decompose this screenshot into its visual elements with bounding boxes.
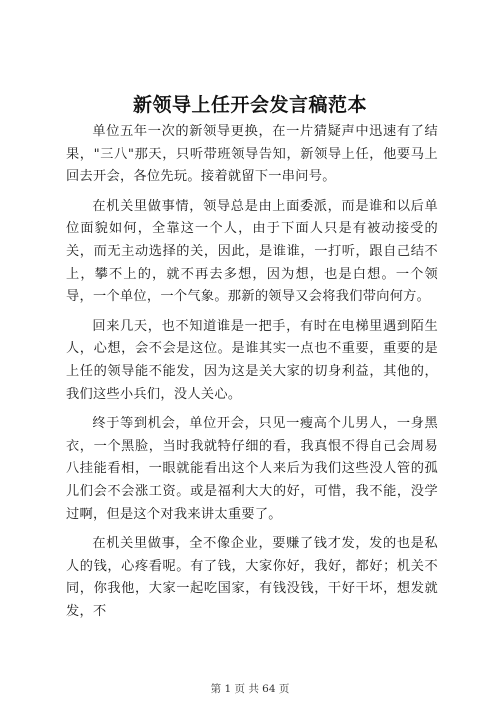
document-title: 新领导上任开会发言稿范本: [132, 94, 367, 116]
paragraph-4: 终于等到机会，单位开会，只见一瘦高个儿男人，一身黑衣，一个黑脸，当时我就特仔细的看，我真恨不得自己会周易八挂能看相，一眼就能看出这个人来后为我们这些没人管的孤儿们会不会涨工资。或是福利大大的好，可惜，我不能，没学过啊，但是这个对我来讲太重要了。: [66, 416, 438, 522]
paragraph-2: 在机关里做事情，领导总是由上面委派，而是谁和以后单位面貌如何，全靠这一个人，由于下面人只是有被动接受的关，而无主动选择的关，因此，是谁谁，一打听，跟自己结不上，攀不上的，就不再去多想，因为想，也是白想。一个领导，一个单位，一个气象。那新的领导又会将我们带向何方。: [66, 198, 438, 305]
document-body: [66, 121, 438, 630]
paragraph-1: 单位五年一次的新领导更换，在一片猜疑声中迅速有了结果，"三八"那天，只听带班领导告知，新领导上任，他要马上回去开会，各位先玩。接着就留下一串问号。: [66, 124, 438, 185]
paragraph-3: 回来几天，也不知道谁是一把手，有时在电梯里遇到陌生人，心想，会不会是这位。是谁其实一点也不重要，重要的是上任的领导能不能发，因为这是关大家的切身利益，其他的，我们这些小兵们，没人关心。: [66, 318, 438, 402]
page-number-footer: 第 1 页 共 64 页: [210, 683, 290, 695]
paragraph-5: 在机关里做事，全不像企业，要赚了钱才发，发的也是私人的钱，心疼看呢。有了钱，大家你好，我好，都好；机关不同，你我他，大家一起吃国家，有钱没钱，干好干坏，想发就发，不: [66, 536, 438, 619]
